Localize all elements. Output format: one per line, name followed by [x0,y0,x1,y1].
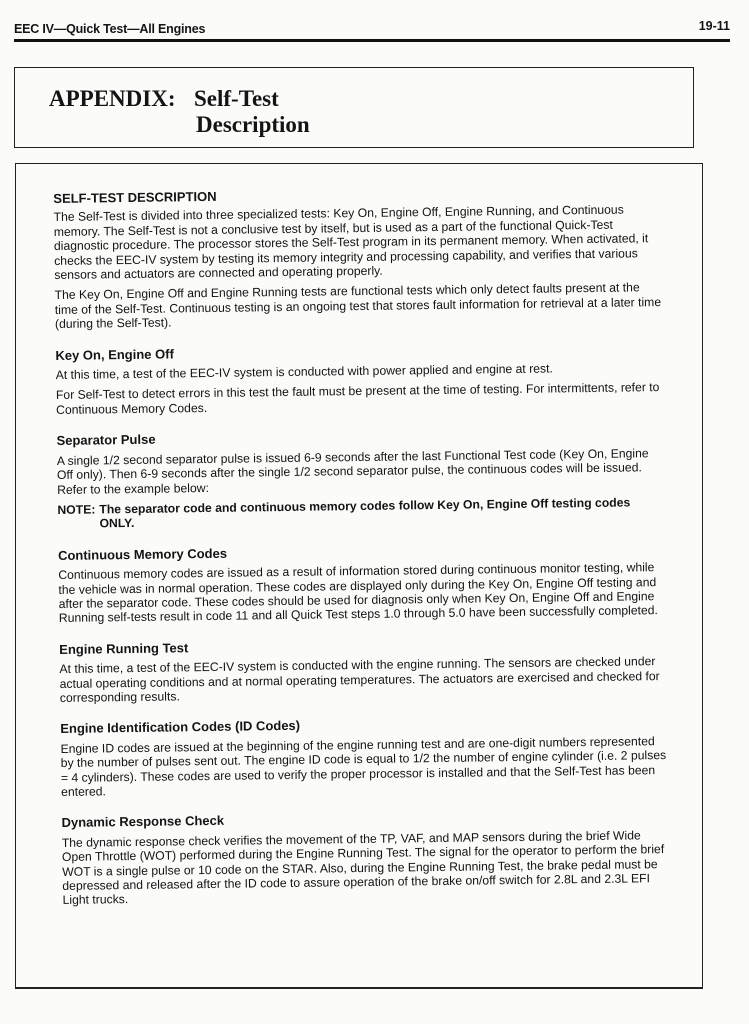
note [57,495,665,532]
section-paragraph: A single 1/2 second separator pulse is issued 6-9 seconds after the last Functional Test code (Key On, Engine Off only). Then 6-9 seconds after the single 1/2 second separator pulse, the continuous codes will be issued. Refer to the example below: [56,445,649,497]
intro-paragraph-2: The Key On, Engine Off and Engine Running tests are functional tests which only detect faults present at the time of the Self-Test. Continuous testing is an ongoing test that stores fault information for retrieval at a later time (during the Self-Test). [54,280,662,332]
section-continuous-memory-codes [58,541,667,626]
section-key-on-engine-off [55,341,664,418]
content-body [53,164,671,914]
content-box [15,163,703,989]
section-heading: Engine Identification Codes (ID Codes) [60,718,301,737]
section-separator-pulse [56,426,665,531]
header-rule [14,39,730,42]
page-number: 19-11 [698,19,730,33]
appendix-title-line-1: Self-Test [194,86,279,111]
intro-paragraph-1: The Self-Test is divided into three specialized tests: Key On, Engine Off, Engine Running, and Continuous memory. The Self-Test is not a conclusive test by itself, but is used as a part of the functional Quick-Test diagnostic procedure. The processor stores the Self-Test program in its permanent memory. When activated, it checks the EEC-IV system by testing its memory integrity and processing capability, and verifies that various sensors and actuators are connected and operating properly. [53,202,649,283]
section-paragraph: Engine ID codes are issued at the beginning of the engine running test and are one-digit numbers represented by the number of pulses sent out. The engine ID code is equal to 1/2 the number of engine cylinder (i.e. 2 pulses = 4 cylinders). These codes are used to verify the proper processor is installed and that the Self-Test has been entered. [60,733,667,799]
section-paragraph: The dynamic response check verifies the movement of the TP, VAF, and MAP sensors during the brief Wide Open Throttle (WOT) performed during the Engine Running Test. The signal for the operator to perform the brief WOT is a single pulse or 10 code on the STAR. Also, during the Engine Running Test, the brake pedal must be depressed and released after the ID code to assure operation of the brake on/off switch for 2.8L and 2.3L EFI Light trucks. [61,828,665,908]
appendix-title-line-2: Description [196,112,310,137]
note-text: The separator code and continuous memory codes follow Key On, Engine Off testing codes ONLY. [99,495,631,531]
running-header-title: EEC IV—Quick Test—All Engines [14,22,206,36]
appendix-title-box [14,67,694,148]
section-dynamic-response-check [61,808,670,907]
page-heading: SELF-TEST DESCRIPTION [53,188,217,206]
section-engine-id-codes [60,714,669,799]
section-paragraph: At this time, a test of the EEC-IV system is conducted with the engine running. The sensors are checked under actual operating conditions and at normal operating temperatures. The actuators are exercised and checked for corresponding results. [59,654,660,705]
appendix-label: APPENDIX: [49,86,176,111]
note-label: NOTE: [57,502,96,517]
section-paragraph: Continuous memory codes are issued as a result of information stored during continuous monitor testing, while the vehicle was in normal operation. These codes are displayed only during the Key On, Engine Off testing and after the separator code. These codes should be used for diagnosis only when Key On, Engine Off and Engine Running self-tests result in code 11 and all Quick Test steps 1.0 through 5.0 have been successfully completed. [58,560,658,626]
section-heading: Engine Running Test [59,640,189,657]
appendix-title [194,86,310,138]
section-engine-running-test [59,635,668,706]
section-heading: Continuous Memory Codes [57,545,228,563]
section-paragraph: At this time, a test of the EEC-IV system is conducted with power applied and engine at rest. [55,361,553,383]
section-paragraph: For Self-Test to detect errors in this test the fault must be present at the time of testing. For intermittents, refer to Continuous Memory Codes. [55,380,660,417]
section-heading: Dynamic Response Check [61,813,225,831]
section-heading: Separator Pulse [56,431,156,449]
section-heading: Key On, Engine Off [55,346,174,363]
running-header [14,19,730,40]
